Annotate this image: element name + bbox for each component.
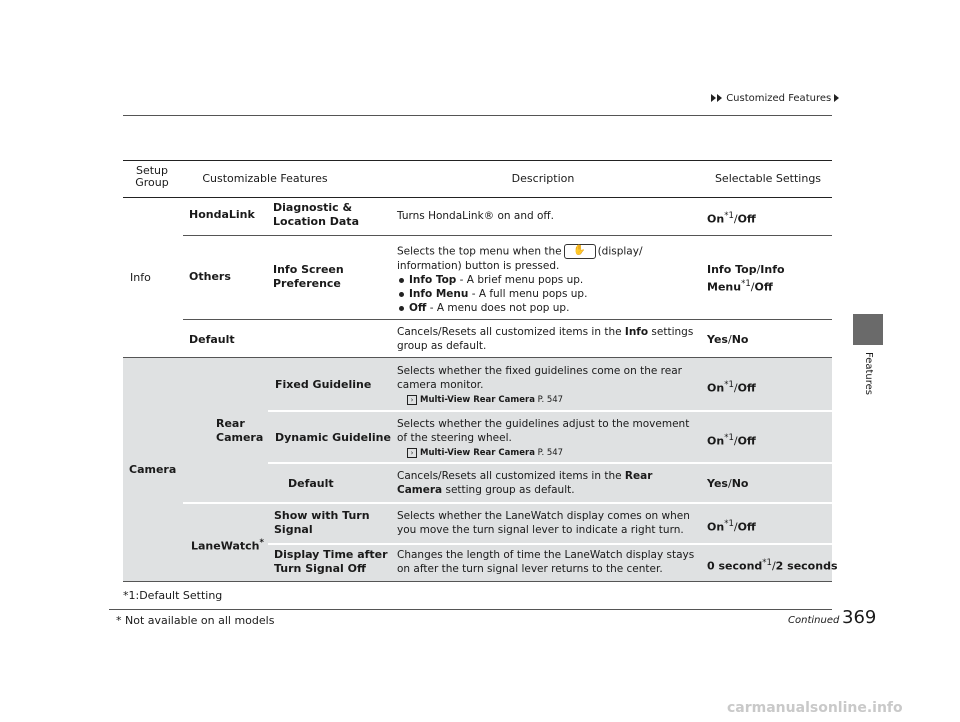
table-header xyxy=(123,160,832,198)
desc-show-turn-signal: Selects whether the LaneWatch display comes on when you move the turn signal lever to indicate a right turn. xyxy=(397,510,690,536)
settings-show-turn-signal: On$^{*1}$/Off xyxy=(707,519,756,534)
desc-display-time: Changes the length of time the LaneWatch display stays on after the turn signal lever returns to the center. xyxy=(397,549,695,575)
settings-others: Info Top/Info Menu$^{*1}$/Off xyxy=(707,263,785,294)
row-divider xyxy=(183,502,832,504)
header-setup-group: Setup Group xyxy=(135,164,169,189)
group-info: Info xyxy=(130,271,151,284)
feature-hondalink: HondaLink xyxy=(189,208,255,221)
breadcrumb-arrow-icon xyxy=(834,94,839,102)
group-camera: Camera xyxy=(129,463,177,476)
watermark: carmanualsonline.info xyxy=(727,700,903,716)
footnote: *1:Default Setting xyxy=(123,589,223,602)
section-label: Features xyxy=(863,352,874,395)
row-divider xyxy=(183,319,832,320)
row-divider xyxy=(268,462,832,464)
bullet-icon xyxy=(399,306,404,311)
continued-label: Continued xyxy=(788,615,840,626)
feature-info-screen: Info Screen Preference xyxy=(273,263,344,290)
breadcrumb-section: Customized Features xyxy=(726,93,832,104)
feature-lanewatch: LaneWatch* xyxy=(191,538,264,553)
header-description: Description xyxy=(511,172,575,185)
settings-dynamic-guideline: On$^{*1}$/Off xyxy=(707,433,756,448)
top-rule xyxy=(123,115,832,116)
feature-diagnostic: Diagnostic & Location Data xyxy=(273,201,359,228)
row-divider xyxy=(268,410,832,412)
feature-show-turn-signal: Show with Turn Signal xyxy=(274,509,370,536)
header-settings: Selectable Settings xyxy=(714,172,822,185)
desc-dynamic-guideline: Selects whether the guidelines adjust to the movement of the steering wheel. › Multi-View Rear Camera P. 547 xyxy=(397,418,690,458)
desc-fixed-guideline: Selects whether the fixed guidelines come on the rear camera monitor. › Multi-View Rear Camera P. 547 xyxy=(397,365,682,405)
availability-note: * Not available on all models xyxy=(116,614,275,627)
feature-dynamic-guideline: Dynamic Guideline xyxy=(275,431,391,444)
row-divider xyxy=(183,235,832,236)
desc-rear-default: Cancels/Resets all customized items in the Rear Camera setting group as default. xyxy=(397,470,653,496)
desc-hondalink: Turns HondaLink® on and off. xyxy=(397,210,554,222)
bullet-icon xyxy=(399,278,404,283)
feature-others: Others xyxy=(189,270,231,283)
settings-display-time: 0 second$^{*1}$/2 seconds xyxy=(707,558,838,573)
feature-rear-camera: Rear Camera xyxy=(216,417,264,444)
reference-arrow-icon: › xyxy=(407,448,417,458)
table-bottom-rule xyxy=(123,581,832,582)
settings-hondalink: On$^{*1}$/Off xyxy=(707,211,756,226)
feature-display-time: Display Time after Turn Signal Off xyxy=(274,548,388,575)
desc-others: Selects the top menu when the ✋ (display/ information) button is pressed. Info Top - A brief menu pops up. Info Menu - A full menu pops up. Off - A menu does not pop up. xyxy=(397,245,643,314)
feature-fixed-guideline: Fixed Guideline xyxy=(275,378,372,391)
feature-info-default: Default xyxy=(189,333,235,346)
header-features: Customizable Features xyxy=(202,172,328,185)
breadcrumb xyxy=(711,93,840,104)
bullet-icon xyxy=(399,292,404,297)
feature-rear-default: Default xyxy=(288,477,334,490)
bottom-rule xyxy=(109,609,832,610)
desc-info-default: Cancels/Resets all customized items in the Info settings group as default. xyxy=(397,326,694,352)
settings-rear-default: Yes/No xyxy=(707,477,749,490)
reference-arrow-icon: › xyxy=(407,395,417,405)
page-number: 369 xyxy=(842,607,877,628)
row-divider xyxy=(268,543,832,545)
breadcrumb-arrow-icon xyxy=(711,94,716,102)
display-info-button-icon: ✋ xyxy=(564,244,596,259)
breadcrumb-arrow-icon xyxy=(717,94,722,102)
settings-info-default: Yes/No xyxy=(707,333,749,346)
settings-fixed-guideline: On$^{*1}$/Off xyxy=(707,380,756,395)
section-tab xyxy=(853,314,883,345)
